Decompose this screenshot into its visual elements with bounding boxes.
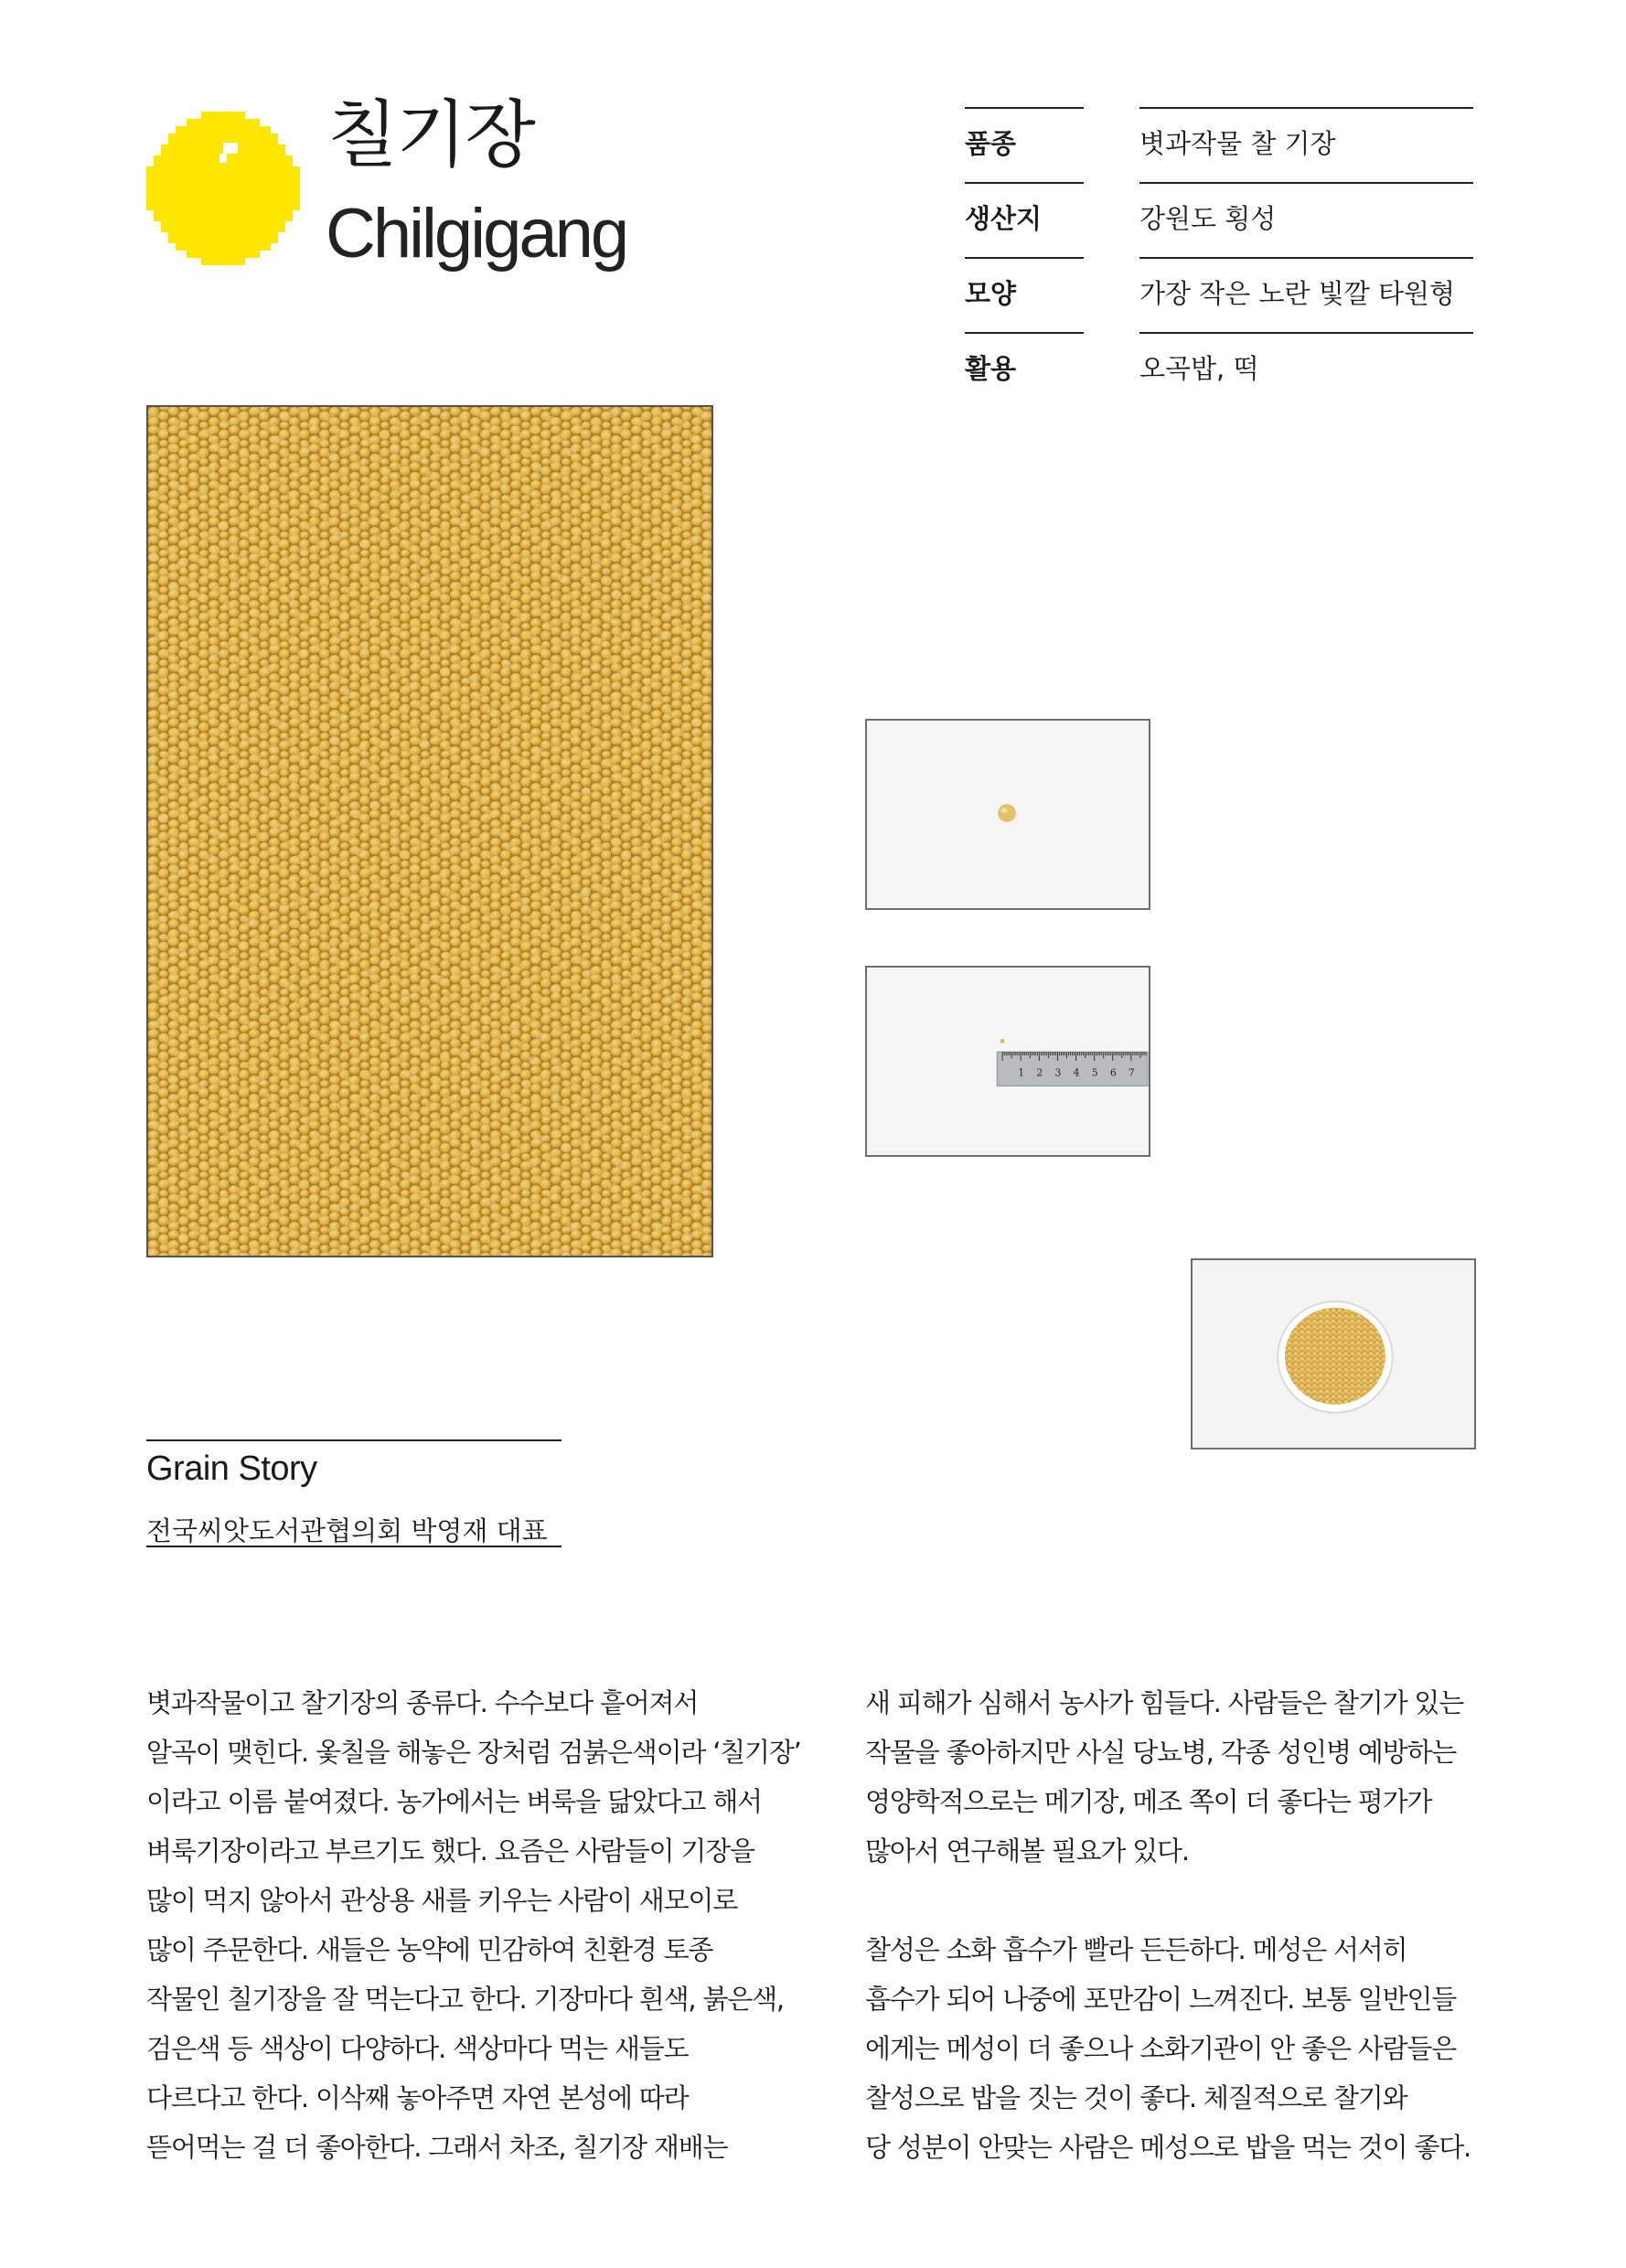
body-paragraph (865, 1925, 1505, 2172)
info-row-usage (965, 332, 1473, 407)
body-column-right (865, 1678, 1505, 2172)
body-line: 찰성으로 밥을 짓는 것이 좋다. 체질적으로 찰기와 (865, 2082, 1407, 2113)
page-title-english: Chilgigang (326, 195, 627, 273)
millet-dish-photo (1191, 1258, 1476, 1450)
section-title: Grain Story (146, 1450, 317, 1488)
info-row-shape (965, 257, 1473, 332)
body-line: 에게는 메성이 더 좋으나 소화기관이 안 좋은 사람들은 (865, 2033, 1457, 2064)
info-key: 활용 (965, 332, 1084, 407)
info-key: 생산지 (965, 182, 1084, 257)
body-line: 작물을 좋아하지만 사실 당뇨병, 각종 성인병 예방하는 (865, 1737, 1457, 1768)
body-line: 작물인 칠기장을 잘 먹는다고 한다. 기장마다 흰색, 붉은색, (146, 1984, 784, 2015)
body-line: 많이 먹지 않아서 관상용 새를 키우는 사람이 새모이로 (146, 1885, 738, 1916)
info-value: 강원도 횡성 (1139, 182, 1473, 257)
body-line: 벼룩기장이라고 부르기도 했다. 요즘은 사람들이 기장을 (146, 1835, 754, 1867)
ruler-label: 2 (1036, 1066, 1043, 1079)
divider-top (146, 1439, 562, 1441)
ruler-label: 6 (1109, 1066, 1117, 1079)
info-row-variety (965, 107, 1473, 182)
seed-ruler-photo (865, 966, 1150, 1157)
info-key: 모양 (965, 257, 1084, 332)
info-row-origin (965, 182, 1473, 257)
body-line: 당 성분이 안맞는 사람은 메성으로 밥을 먹는 것이 좋다. (865, 2132, 1471, 2163)
body-line: 많아서 연구해볼 필요가 있다. (865, 1835, 1189, 1867)
page-title-korean: 칠기장 (327, 92, 534, 177)
body-line: 다르다고 한다. 이삭째 놓아주면 자연 본성에 따라 (146, 2082, 689, 2113)
ruler-label: 3 (1054, 1066, 1062, 1079)
ruler-label: 1 (1018, 1066, 1025, 1079)
grain-logo-icon (146, 112, 300, 265)
ruler-label: 5 (1091, 1066, 1098, 1079)
body-line: 영양학적으로는 메기장, 메조 쪽이 더 좋다는 평가가 (865, 1786, 1432, 1817)
info-value: 가장 작은 노란 빛깔 타원형 (1139, 257, 1473, 332)
millet-closeup-photo (146, 405, 713, 1257)
body-line: 뜯어먹는 걸 더 좋아한다. 그래서 차조, 칠기장 재배는 (146, 2132, 728, 2163)
divider-bottom (146, 1546, 562, 1547)
body-paragraph (865, 1678, 1505, 1876)
body-line: 새 피해가 심해서 농사가 힘들다. 사람들은 찰기가 있는 (865, 1687, 1464, 1718)
info-key: 품종 (965, 107, 1084, 182)
body-line: 많이 주문한다. 새들은 농약에 민감하여 친환경 토종 (146, 1934, 713, 1965)
body-line: 찰성은 소화 흡수가 빨라 든든하다. 메성은 서서히 (865, 1934, 1407, 1965)
ruler-label: 7 (1128, 1066, 1135, 1079)
section-author: 전국씨앗도서관협의회 박영재 대표 (146, 1515, 548, 1546)
body-line: 검은색 등 색상이 다양하다. 색상마다 먹는 새들도 (146, 2033, 689, 2064)
body-paragraph (146, 1678, 801, 2172)
info-value: 볏과작물 찰 기장 (1139, 107, 1473, 182)
body-line: 볏과작물이고 찰기장의 종류다. 수수보다 흩어져서 (146, 1687, 699, 1718)
info-value: 오곡밥, 떡 (1139, 332, 1473, 407)
body-line: 흡수가 되어 나중에 포만감이 느껴진다. 보통 일반인들 (865, 1984, 1457, 2015)
body-line: 알곡이 맺힌다. 옻칠을 해놓은 장처럼 검붉은색이라 ‘칠기장’ (146, 1737, 801, 1768)
body-line: 이라고 이름 붙여졌다. 농가에서는 벼룩을 닮았다고 해서 (146, 1786, 762, 1817)
ruler-label: 4 (1073, 1066, 1080, 1079)
single-seed-photo (865, 719, 1150, 910)
body-column-left (146, 1678, 801, 2172)
